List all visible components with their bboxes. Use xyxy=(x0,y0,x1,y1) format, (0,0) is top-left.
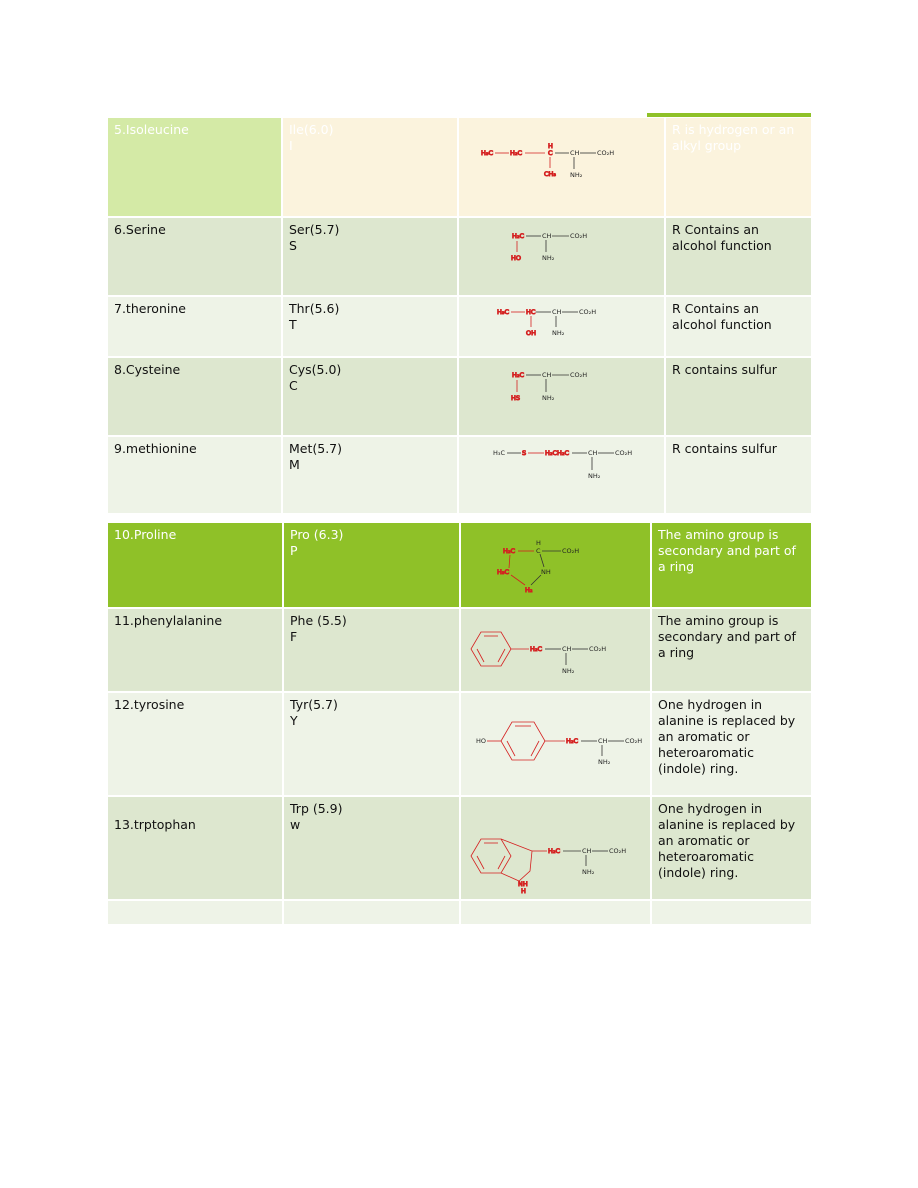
note-cell: The amino group is secondary and part of a ring xyxy=(651,608,811,692)
structure-cell xyxy=(458,118,665,217)
note-cell: R contains sulfur xyxy=(665,357,811,436)
note-cell: One hydrogen in alanine is replaced by an aromatic or heteroaromatic (indole) ring. xyxy=(651,796,811,900)
atom-label: C xyxy=(548,149,553,157)
table-row xyxy=(108,217,811,296)
amino-name-cell: 11.phenylalanine xyxy=(108,608,283,692)
abbr-cell xyxy=(283,523,460,608)
amino-name-cell: 5.Isoleucine xyxy=(108,118,282,217)
abbr-cell xyxy=(282,436,458,514)
table-row-empty xyxy=(108,900,811,925)
atom-label: CH xyxy=(598,737,608,745)
structure-cell xyxy=(458,436,665,514)
table-row xyxy=(108,118,811,217)
abbr-cell xyxy=(283,692,460,796)
abbr-cell xyxy=(282,296,458,357)
amino-name-cell: 9.methionine xyxy=(108,436,282,514)
abbr-cell xyxy=(282,357,458,436)
atom-label: CO₂H xyxy=(625,737,643,745)
atom-label: NH₂ xyxy=(588,472,601,480)
note-cell: R is hydrogen or an alkyl group xyxy=(665,118,811,217)
cysteine-structure xyxy=(459,358,665,435)
structure-cell xyxy=(460,692,651,796)
abbr-cell xyxy=(283,796,460,900)
structure-cell xyxy=(460,608,651,692)
abbr-text: Pro (6.3) xyxy=(290,527,344,542)
amino-name-cell: 6.Serine xyxy=(108,217,282,296)
atom-label: H₂C xyxy=(548,847,561,855)
benzene-ring xyxy=(501,722,545,760)
structure-cell xyxy=(458,357,665,436)
atom-label: H₂CH₂C xyxy=(545,449,570,457)
amino-name-cell: 7.theronine xyxy=(108,296,282,357)
atom-label: CH xyxy=(542,371,552,379)
threonine-structure xyxy=(459,297,665,356)
amino-name-cell: 12.tyrosine xyxy=(108,692,283,796)
atom-label: H xyxy=(536,539,541,547)
atom-label: H₃C xyxy=(481,149,494,157)
atom-label: HO xyxy=(511,254,522,262)
abbr-cell xyxy=(282,217,458,296)
atom-label: H xyxy=(548,142,553,150)
structure-cell xyxy=(458,217,665,296)
abbr-text: Ile(6.0) xyxy=(289,122,334,137)
atom-label: C xyxy=(536,547,541,555)
structure-cell xyxy=(460,523,651,608)
atom-label: HC xyxy=(526,308,536,316)
atom-label: H₂ xyxy=(525,586,533,594)
atom-label: H₂C xyxy=(566,737,579,745)
atom-label: CO₂H xyxy=(609,847,627,855)
code-text: F xyxy=(290,629,298,644)
note-cell: The amino group is secondary and part of a ring xyxy=(651,523,811,608)
note-cell: One hydrogen in alanine is replaced by an aromatic or heteroaromatic (indole) ring. xyxy=(651,692,811,796)
atom-label: H₂C xyxy=(503,547,516,555)
indole-pyrrole-ring xyxy=(501,839,532,881)
atom-label: NH₂ xyxy=(562,667,575,675)
atom-label: CO₂H xyxy=(570,371,588,379)
note-cell: R Contains an alcohol function xyxy=(665,217,811,296)
atom-label: H₃C xyxy=(493,449,506,457)
atom-label: CH₃ xyxy=(544,170,557,178)
amino-acid-table-1 xyxy=(108,118,811,515)
table-row xyxy=(108,357,811,436)
phenylalanine-structure xyxy=(461,609,651,691)
table-row xyxy=(108,796,811,900)
atom-label: CH xyxy=(542,232,552,240)
atom-label: HS xyxy=(511,394,521,402)
abbr-text: Tyr(5.7) xyxy=(290,697,338,712)
atom-label: HO xyxy=(476,737,487,745)
abbr-text: Thr(5.6) xyxy=(289,301,340,316)
abbr-cell xyxy=(283,608,460,692)
atom-label: CO₂H xyxy=(570,232,588,240)
abbr-text: Phe (5.5) xyxy=(290,613,347,628)
structure-cell xyxy=(460,796,651,900)
table-row xyxy=(108,523,811,608)
atom-label: H₃C xyxy=(497,308,510,316)
empty-cell xyxy=(460,900,651,925)
atom-label: NH₂ xyxy=(542,394,555,402)
proline-structure xyxy=(461,523,651,607)
atom-label: NH₂ xyxy=(552,329,565,337)
isoleucine-structure xyxy=(459,118,665,216)
empty-cell xyxy=(283,900,460,925)
code-text: M xyxy=(289,457,300,472)
code-text: T xyxy=(289,317,297,332)
atom-label: H₂C xyxy=(512,232,525,240)
atom-label: H₂C xyxy=(530,645,543,653)
atom-label: CH xyxy=(552,308,562,316)
code-text: Y xyxy=(290,713,298,728)
tryptophan-structure xyxy=(461,797,651,899)
atom-label: CH xyxy=(582,847,592,855)
atom-label: NH₂ xyxy=(570,171,583,179)
abbr-text: Met(5.7) xyxy=(289,441,343,456)
atom-label: CO₂H xyxy=(562,547,580,555)
atom-label: CO₂H xyxy=(579,308,597,316)
code-text: S xyxy=(289,238,297,253)
note-cell: R contains sulfur xyxy=(665,436,811,514)
table-row xyxy=(108,692,811,796)
atom-label: NH xyxy=(541,568,551,576)
atom-label: H xyxy=(521,887,526,895)
atom-label: NH xyxy=(518,880,528,888)
atom-label: CH xyxy=(588,449,598,457)
atom-label: H₂C xyxy=(512,371,525,379)
atom-label: H₂C xyxy=(510,149,523,157)
table-row xyxy=(108,608,811,692)
decor-bar-top xyxy=(647,113,811,117)
code-text: w xyxy=(290,817,301,832)
code-text: C xyxy=(289,378,298,393)
atom-label: H₃C xyxy=(497,568,510,576)
atom-label: NH₂ xyxy=(582,868,595,876)
methionine-structure xyxy=(459,437,665,513)
code-text: I xyxy=(289,138,293,153)
atom-label: S xyxy=(522,449,527,457)
atom-label: CO₂H xyxy=(589,645,607,653)
tyrosine-structure xyxy=(461,693,651,795)
table-row xyxy=(108,436,811,514)
note-cell: R Contains an alcohol function xyxy=(665,296,811,357)
serine-structure xyxy=(459,218,665,295)
structure-cell xyxy=(458,296,665,357)
atom-label: OH xyxy=(526,329,537,337)
empty-cell xyxy=(108,900,283,925)
table-row xyxy=(108,296,811,357)
atom-label: CH xyxy=(570,149,580,157)
abbr-text: Cys(5.0) xyxy=(289,362,342,377)
amino-name-cell xyxy=(108,796,283,900)
atom-label: CH xyxy=(562,645,572,653)
atom-label: NH₂ xyxy=(542,254,555,262)
amino-name-cell: 8.Cysteine xyxy=(108,357,282,436)
empty-cell xyxy=(651,900,811,925)
atom-label: NH₂ xyxy=(598,758,611,766)
abbr-text: Ser(5.7) xyxy=(289,222,340,237)
abbr-cell xyxy=(282,118,458,217)
amino-name-cell: 10.Proline xyxy=(108,523,283,608)
atom-label: CO₂H xyxy=(597,149,615,157)
atom-label: CO₂H xyxy=(615,449,633,457)
amino-name-text: 13.trptophan xyxy=(114,817,196,832)
code-text: P xyxy=(290,543,298,558)
abbr-text: Trp (5.9) xyxy=(290,801,343,816)
amino-acid-table-2 xyxy=(108,523,811,926)
